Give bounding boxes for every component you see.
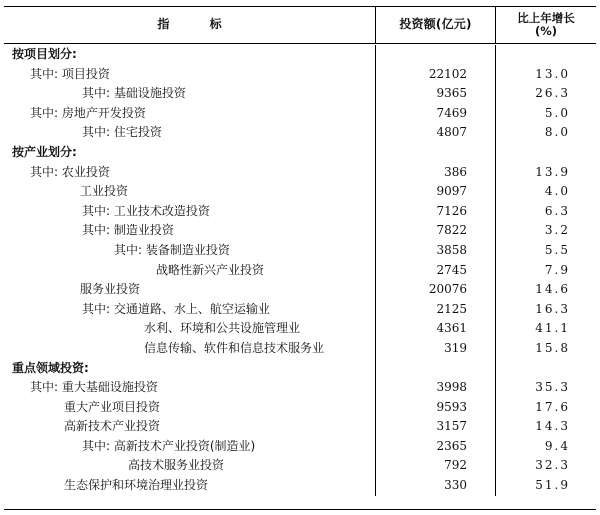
investment-table <box>4 6 596 510</box>
row-investment: 319 <box>376 339 496 359</box>
table-row <box>4 339 596 359</box>
row-label: 其中: 项目投资 <box>4 65 376 85</box>
row-growth: 13.0 <box>535 66 570 81</box>
row-label: 生态保护和环境治理业投资 <box>4 476 376 496</box>
row-growth: 35.3 <box>535 380 570 395</box>
table-row <box>4 319 596 339</box>
row-label: 其中: 住宅投资 <box>4 123 376 143</box>
row-investment: 3998 <box>376 378 496 398</box>
row-growth: 7.9 <box>544 262 570 277</box>
table-body <box>4 44 596 496</box>
table-row <box>4 456 596 476</box>
row-growth: 5.5 <box>544 242 570 257</box>
row-investment: 9365 <box>376 84 496 104</box>
row-growth: 4.0 <box>544 184 570 199</box>
row-growth: 9.4 <box>544 438 570 453</box>
row-investment: 20076 <box>376 280 496 300</box>
row-investment: 2745 <box>376 261 496 281</box>
row-growth: 6.3 <box>544 203 570 218</box>
row-investment <box>376 45 496 65</box>
row-label: 其中: 制造业投资 <box>4 221 376 241</box>
table-row <box>4 417 596 437</box>
row-growth: 5.0 <box>544 105 570 120</box>
header-growth <box>496 7 596 43</box>
table-row <box>4 437 596 457</box>
row-investment <box>376 143 496 163</box>
row-growth: 32.3 <box>535 458 570 473</box>
row-label: 水利、环境和公共设施管理业 <box>4 319 376 339</box>
table-row <box>4 261 596 281</box>
row-investment: 3858 <box>376 241 496 261</box>
row-investment: 792 <box>376 456 496 476</box>
header-growth-line2: (%) <box>534 24 558 38</box>
row-label: 其中: 基础设施投资 <box>4 84 376 104</box>
row-growth: 16.3 <box>535 301 570 316</box>
row-investment: 2125 <box>376 300 496 320</box>
row-investment: 4361 <box>376 319 496 339</box>
table-row <box>4 221 596 241</box>
table-header-row <box>4 7 596 44</box>
row-label: 其中: 装备制造业投资 <box>4 241 376 261</box>
row-label: 按产业划分: <box>4 143 376 163</box>
row-growth: 8.0 <box>544 125 570 140</box>
table-row <box>4 202 596 222</box>
row-investment: 7126 <box>376 202 496 222</box>
row-growth: 13.9 <box>535 164 570 179</box>
header-investment: 投资额(亿元) <box>376 7 496 43</box>
table-row <box>4 182 596 202</box>
row-label: 其中: 高新技术产业投资(制造业) <box>4 437 376 457</box>
row-investment: 2365 <box>376 437 496 457</box>
row-investment: 7469 <box>376 104 496 124</box>
row-investment: 330 <box>376 476 496 496</box>
row-label: 工业投资 <box>4 182 376 202</box>
row-growth: 17.6 <box>535 399 570 414</box>
row-label: 重大产业项目投资 <box>4 398 376 418</box>
header-growth-line1: 比上年增长 <box>517 10 575 25</box>
table-row <box>4 398 596 418</box>
table-row <box>4 476 596 496</box>
row-growth: 51.9 <box>535 478 570 493</box>
table-row <box>4 84 596 104</box>
table-row <box>4 241 596 261</box>
row-investment: 7822 <box>376 221 496 241</box>
row-label: 其中: 交通道路、水上、航空运输业 <box>4 300 376 320</box>
row-growth: 3.2 <box>544 223 570 238</box>
row-investment: 22102 <box>376 65 496 85</box>
row-growth: 14.6 <box>535 282 570 297</box>
table-row <box>4 65 596 85</box>
table-row <box>4 300 596 320</box>
row-label: 高新技术产业投资 <box>4 417 376 437</box>
row-investment: 4807 <box>376 123 496 143</box>
table-row <box>4 280 596 300</box>
header-indicator: 指 标 <box>4 7 376 43</box>
row-investment: 3157 <box>376 417 496 437</box>
table-row <box>4 143 596 163</box>
row-label: 按项目划分: <box>4 45 376 65</box>
row-label: 服务业投资 <box>4 280 376 300</box>
row-label: 其中: 重大基础设施投资 <box>4 378 376 398</box>
row-investment: 9097 <box>376 182 496 202</box>
row-label: 高技术服务业投资 <box>4 456 376 476</box>
row-investment: 386 <box>376 163 496 183</box>
row-label: 信息传输、软件和信息技术服务业 <box>4 339 376 359</box>
row-investment <box>376 359 496 379</box>
row-label: 其中: 工业技术改造投资 <box>4 202 376 222</box>
row-growth <box>496 359 596 379</box>
row-growth: 14.3 <box>535 419 570 434</box>
table-row <box>4 104 596 124</box>
table-row <box>4 163 596 183</box>
row-label: 其中: 农业投资 <box>4 163 376 183</box>
row-growth <box>496 143 596 163</box>
row-label: 其中: 房地产开发投资 <box>4 104 376 124</box>
row-growth <box>496 45 596 65</box>
row-growth: 26.3 <box>535 86 570 101</box>
table-row <box>4 378 596 398</box>
row-label: 战略性新兴产业投资 <box>4 261 376 281</box>
row-investment: 9593 <box>376 398 496 418</box>
row-growth: 15.8 <box>535 340 570 355</box>
table-row <box>4 359 596 379</box>
table-row <box>4 123 596 143</box>
row-growth: 41.1 <box>535 321 570 336</box>
row-label: 重点领域投资: <box>4 359 376 379</box>
table-row <box>4 45 596 65</box>
